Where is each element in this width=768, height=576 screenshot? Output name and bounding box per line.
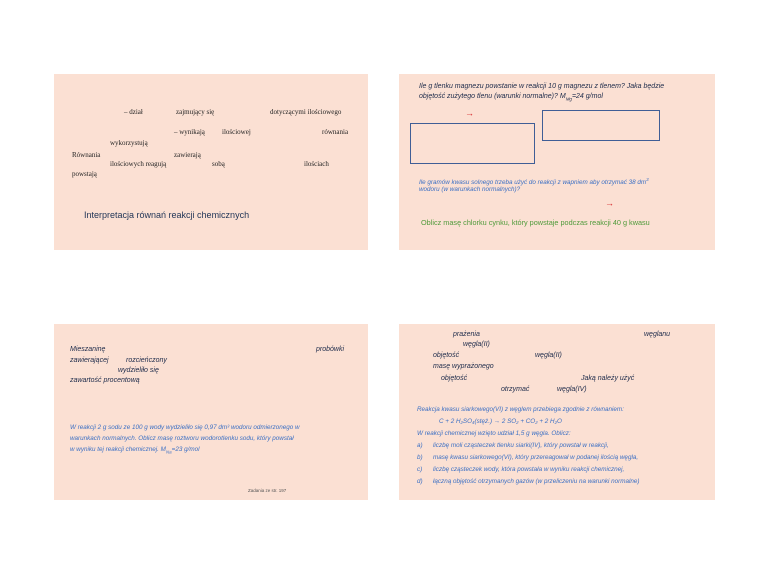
s3-word: zawartość procentową bbox=[70, 377, 140, 384]
s1-text: zajmujący się bbox=[176, 108, 215, 116]
question-2-line-2: wodoru (w warunkach normalnych)? bbox=[419, 186, 521, 193]
s1-text: zawierają bbox=[174, 151, 201, 159]
s1-text: Równania bbox=[72, 151, 101, 159]
reaction-intro: Reakcja kwasu siarkowego(VI) z węglem przebiega zgodnie z równaniem: bbox=[417, 406, 624, 413]
s3-word: probówki bbox=[316, 346, 345, 353]
answer-box-right bbox=[542, 110, 660, 141]
task-item-label: d) bbox=[417, 478, 423, 485]
question-1-line-1: Ile g tlenku magnezu powstanie w reakcji 10 g magnezu z tlenem? Jaka będzie bbox=[419, 83, 665, 90]
s4-word: objętość bbox=[433, 352, 460, 359]
s4-word: węgla(IV) bbox=[557, 386, 587, 393]
problem-line-2: warunkach normalnych. Oblicz masę roztworu wodorotlenku sodu, który powstał bbox=[70, 435, 294, 442]
problem-line-1: W reakcji 2 g sodu ze 100 g wody wydzieliło się 0,97 dm³ wodoru odmierzonego w bbox=[70, 424, 300, 431]
task-item-text: liczbę moli cząsteczek tlenku siarki(IV), który powstał w reakcji, bbox=[433, 442, 609, 449]
s1-text: sobą bbox=[212, 160, 225, 168]
s4-word: węgla(II) bbox=[463, 341, 490, 348]
s3-word: Mieszaninę bbox=[70, 346, 106, 353]
reaction-equation: C + 2 H₂SO₄(stęż.) → 2 SO₂ + CO₂ + 2 H₂O bbox=[439, 418, 562, 425]
task-item-text: liczbę cząsteczek wody, która powstała w wyniku reakcji chemicznej, bbox=[433, 466, 625, 473]
s4-word: otrzymać bbox=[501, 386, 530, 393]
s1-text: ilościowej bbox=[222, 128, 251, 136]
task-intro: W reakcji chemicznej wzięto udział 1,5 g węgla. Oblicz: bbox=[417, 430, 571, 437]
problem-line-3: w wyniku tej reakcji chemicznej. $M_{Na}=23$ g/mol bbox=[70, 446, 200, 455]
slide-3 bbox=[54, 324, 368, 500]
s4-word: węglanu bbox=[644, 331, 671, 338]
s3-word: wydzieliło się bbox=[118, 367, 159, 374]
slide-1 bbox=[54, 74, 368, 250]
s1-text: powstają bbox=[72, 170, 97, 178]
task-item-label: b) bbox=[417, 454, 423, 461]
footer-note: Zadania ze str. 197 bbox=[248, 488, 287, 493]
s1-text: – dział bbox=[124, 108, 143, 116]
s1-text: wykorzystują bbox=[110, 139, 148, 147]
question-3: Oblicz masę chlorku cynku, który powstaje podczas reakcji 40 g kwasu bbox=[421, 218, 650, 227]
task-item-text: masę kwasu siarkowego(VI), który przereagował w podanej ilością węgla, bbox=[433, 454, 639, 461]
question-1-line-2: objętość zużytego tlenu (warunki normalne)? $M_{Mg}=24$ g/mol bbox=[419, 93, 603, 102]
slide-2 bbox=[399, 74, 715, 250]
s4-word: objętość bbox=[441, 375, 468, 382]
s4-word: węgla(II) bbox=[535, 352, 562, 359]
s3-word: zawierającej bbox=[70, 357, 109, 364]
s1-text: ilościach bbox=[304, 160, 329, 168]
s1-text: ilościowych reagują bbox=[110, 160, 167, 168]
question-2-line-1: Ile gramów kwasu solnego trzeba użyć do reakcji z wapniem aby otrzymać 38 $dm^3$ bbox=[419, 177, 649, 187]
answer-box-left bbox=[410, 123, 535, 164]
s1-text: – wynikają bbox=[174, 128, 205, 136]
slide-title: Interpretacja równań reakcji chemicznych bbox=[84, 210, 250, 220]
task-item-label: c) bbox=[417, 466, 423, 473]
s4-word: prażenia bbox=[453, 331, 480, 338]
task-item-text: łączną objętość otrzymanych gazów (w przeliczeniu na warunki normalne) bbox=[433, 478, 640, 485]
s4-word: masę wyprażonego bbox=[433, 363, 494, 370]
s4-word: Jaką należy użyć bbox=[581, 375, 635, 382]
reaction-arrow: → bbox=[605, 198, 614, 208]
s3-word: rozcieńczony bbox=[126, 357, 167, 364]
reaction-arrow: → bbox=[465, 108, 474, 118]
s1-text: dotyczącymi ilościowego bbox=[270, 108, 342, 116]
s1-text: równania bbox=[322, 128, 349, 136]
slide-4 bbox=[399, 324, 715, 500]
task-item-label: a) bbox=[417, 442, 423, 449]
